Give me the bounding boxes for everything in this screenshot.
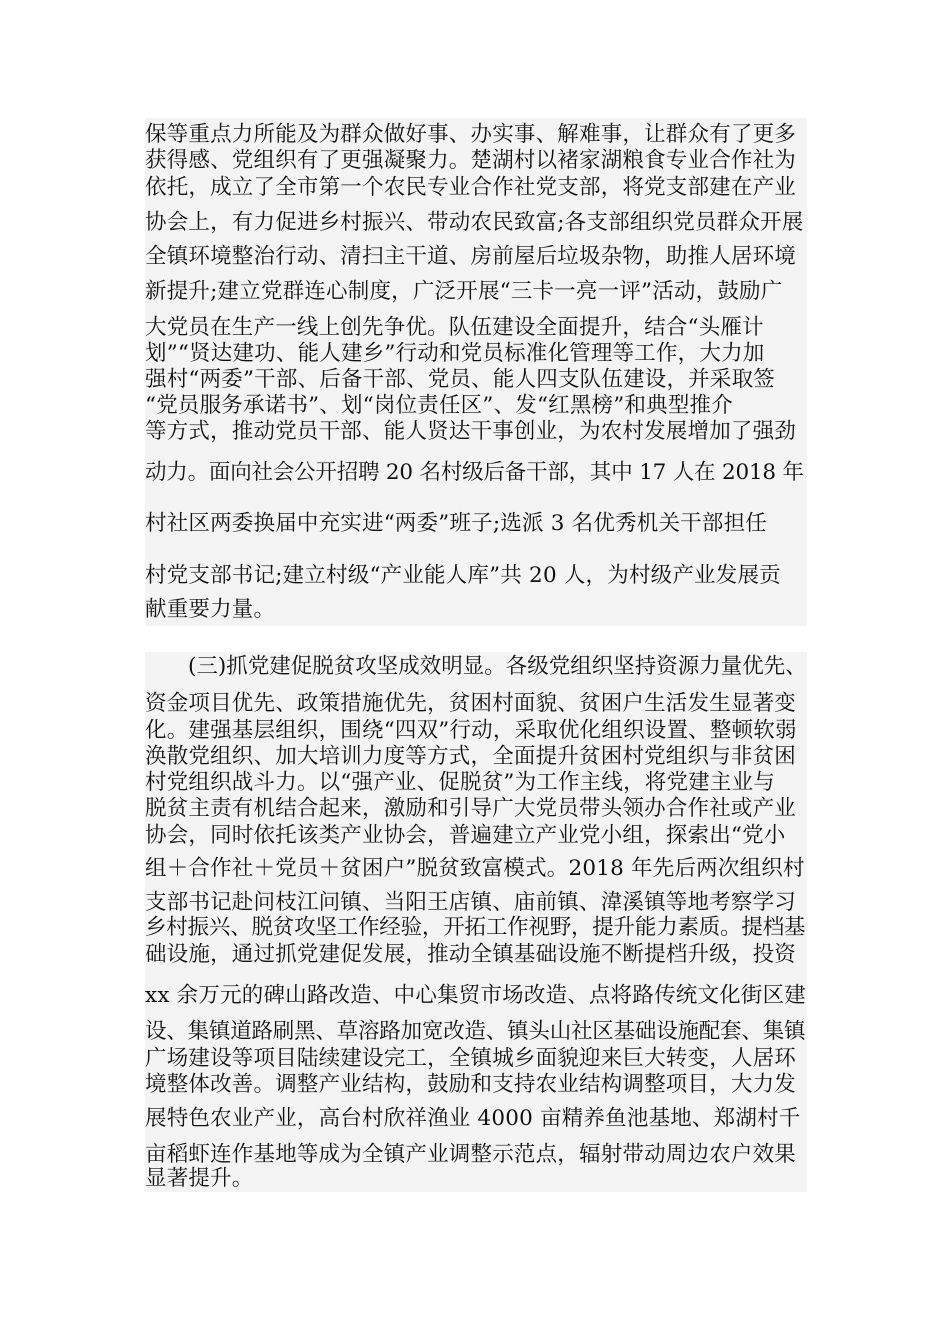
- text-line: 协会上，有力促进乡村振兴、带动农民致富;各支部组织党员群众开展: [145, 210, 804, 235]
- text-line: 强村“两委”干部、后备干部、党员、能人四支队伍建设，并采取签: [145, 367, 775, 392]
- text-line: 脱贫主责有机结合起来，激励和引导广大党员带头领办合作社或产业: [145, 796, 797, 821]
- text-line: 划”“贤达建功、能人建乡”行动和党员标准化管理等工作，大力加: [145, 341, 765, 366]
- text-line: xx 余万元的碑山路改造、中心集贸市场改造、点将路传统文化街区建: [145, 983, 806, 1008]
- text-line: 协会，同时依托该类产业协会，普遍建立产业党小组，探索出“党小: [145, 823, 786, 848]
- text-line: 涣散党组织、加大培训力度等方式，全面提升贫困村党组织与非贫困: [145, 744, 797, 769]
- text-line: 设、集镇道路刷黑、草溶路加宽改造、镇头山社区基础设施配套、集镇: [145, 1019, 806, 1044]
- paragraph-continuation: [145, 118, 807, 626]
- text-line: 境整体改善。调整产业结构，鼓励和支持农业结构调整项目，大力发: [145, 1072, 797, 1097]
- text-line: 支部书记赴问枝江问镇、当阳王店镇、庙前镇、湋溪镇等地考察学习: [145, 890, 797, 915]
- text-line: 村党支部书记;建立村级“产业能人库”共 20 人，为村级产业发展贡: [145, 563, 781, 588]
- text-line: 础设施，通过抓党建促发展，推动全镇基础设施不断提档升级，投资: [145, 942, 797, 967]
- text-line: 依托，成立了全市第一个农民专业合作社党支部，将党支部建在产业: [145, 175, 797, 200]
- text-line: 亩稻虾连作基地等成为全镇产业调整示范点，辐射带动周边农户效果: [145, 1142, 797, 1167]
- text-line: 村社区两委换届中充实进“两委”班子;选派 3 名优秀机关干部担任: [145, 511, 767, 536]
- section-heading-line: (三)抓党建促脱贫攻坚成效明显。各级党组织坚持资源力量优先、: [188, 654, 807, 679]
- text-line: 显著提升。: [145, 1166, 254, 1191]
- text-line: 获得感、党组织有了更强凝聚力。楚湖村以褚家湖粮食专业合作社为: [145, 148, 797, 173]
- text-line: 全镇环境整治行动、清扫主干道、房前屋后垃圾杂物，助推人居环境: [145, 244, 797, 269]
- text-line: 等方式，推动党员干部、能人贤达干事创业，为农村发展增加了强劲: [145, 419, 797, 444]
- text-line: 资金项目优先、政策措施优先，贫困村面貌、贫困户生活发生显著变: [145, 691, 797, 716]
- text-line: 村党组织战斗力。以“强产业、促脱贫”为工作主线，将党建主业与: [145, 770, 775, 795]
- text-line: 化。建强基层组织，围绕“四双”行动，采取优化组织设置、整顿软弱: [145, 718, 797, 743]
- text-line: 保等重点力所能及为群众做好事、办实事、解难事，让群众有了更多: [145, 122, 797, 147]
- text-line: 展特色农业产业，高台村欣祥渔业 4000 亩精养鱼池基地、郑湖村千: [145, 1106, 801, 1131]
- text-line: 广场建设等项目陆续建设完工，全镇城乡面貌迎来巨大转变，人居环: [145, 1046, 797, 1071]
- text-line: 组＋合作社＋党员＋贫困户”脱贫致富模式。2018 年先后两次组织村: [145, 856, 805, 881]
- text-line: “党员服务承诺书”、划“岗位责任区”、发“红黑榜”和典型推介: [145, 393, 733, 418]
- text-line: 动力。面向社会公开招聘 20 名村级后备干部，其中 17 人在 2018 年: [145, 460, 804, 485]
- text-line: 大党员在生产一线上创先争优。队伍建设全面提升，结合“头雁计: [145, 315, 764, 340]
- text-line: 新提升;建立党群连心制度，广泛开展“三卡一亮一评”活动，鼓励广: [145, 279, 783, 304]
- section-paragraph: [145, 652, 807, 1192]
- text-line: 乡村振兴、脱贫攻坚工作经验，开拓工作视野，提升能力素质。提档基: [145, 915, 806, 940]
- text-line: 献重要力量。: [145, 597, 276, 622]
